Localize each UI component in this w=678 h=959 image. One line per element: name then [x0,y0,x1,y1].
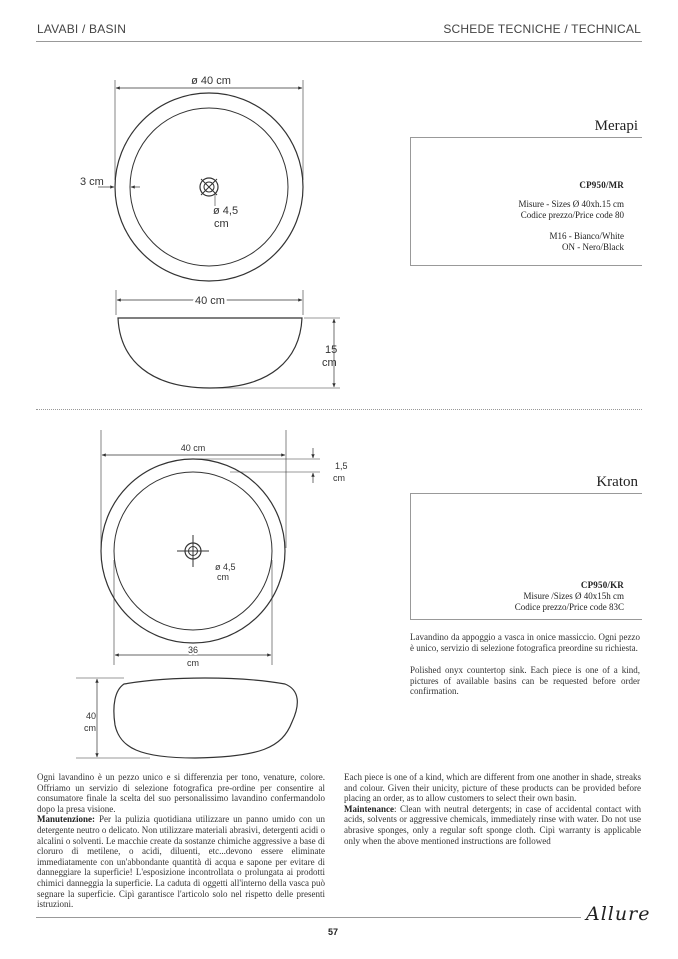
notes-it-maint: Per la pulizia quotidiana utilizzare un panno umido con un detergente neutro o delicato. Non utilizzare materiali abrasivi, detergenti acidi o alcalini o solventi. Le macchie create da sostanze chimiche aggressive a base di cloruro di metilene, o acidi, diluenti, etc...devono essere eliminate immediatamente con un'abbondante quantità di acqua e sapone per evitare di danneggiare la superficie! L'esposizione incontrollata o prolungata ai prodotti chimici danneggia la superficie. La caduta di oggetti all'interno della vasca può segnare la superficie. Cipì garantisce l'articolo solo nel rispetto delle presenti istruzioni. [37,814,325,910]
merapi-height-unit: cm [322,357,337,369]
merapi-title: Merapi [594,118,638,134]
header-doc-title: SCHEDE TECNICHE / TECHNICAL [443,22,641,36]
merapi-rim-label: 3 cm [80,176,104,188]
footer-divider [36,917,581,918]
kraton-drain-label: ø 4,5 [215,562,236,572]
kraton-height-label: 40 [86,711,97,721]
kraton-top-width-label: 40 cm [180,443,206,453]
merapi-drain-unit: cm [214,218,229,230]
merapi-width-label: 40 cm [195,295,225,307]
kraton-drain-unit: cm [217,572,229,582]
merapi-drain-label: ø 4,5 [213,205,239,217]
notes-it-intro: Ogni lavandino è un pezzo unico e si differenzia per tono, venature, colore. Offriamo un servizio di selezione fotografica pre-ordine per consentire al consumatore finale la scelta del suo personalissimo lavandino confermandolo dopo la presa visione. [37,772,325,814]
kraton-sizes: Misure /Sizes Ø 40x15h cm [523,591,624,601]
page-number: 57 [328,927,339,937]
merapi-sizes: Misure - Sizes Ø 40xh.15 cm [518,199,624,209]
notes-en-maint: : Clean with neutral detergents; in case of accidental contact with acids, solvents or aggressive chemicals, immediately rinse with water. Do not use abrasive sponges, only a regular soft sponge cloth. Cipì warranty is applicable only when the above mentioned instructions are followed [344,803,641,846]
kraton-rim-unit: cm [333,473,345,483]
kraton-title: Kraton [596,474,638,490]
section-divider [36,409,642,410]
kraton-code: CP950/KR [580,580,624,590]
merapi-finish-white: M16 - Bianco/White [549,231,624,241]
kraton-inner-label: 36 [187,645,199,655]
notes-it-maint-label: Manutenzione: [37,814,95,825]
kraton-description-en: Polished onyx countertop sink. Each piece is one of a kind, pictures of available basins can be requested before order confirmation. [410,665,640,696]
merapi-top-diameter-label: ø 40 cm [191,75,231,87]
notes-english [344,772,641,846]
kraton-height-unit: cm [84,723,96,733]
notes-italian [37,772,325,910]
kraton-rim-label: 1,5 [335,461,348,471]
notes-en-maint-label: Maintenance [344,803,394,814]
header-section-title: LAVABI / BASIN [37,22,127,36]
kraton-inner-unit: cm [187,658,199,668]
kraton-spec [515,580,624,613]
merapi-price: Codice prezzo/Price code 80 [520,210,624,220]
notes-en-intro: Each piece is one of a kind, which are different from one another in shade, streaks and colour. Given their unicity, picture of these products can be provided before placing an order, as to allow customers to select their own basin. [344,772,641,804]
merapi-spec [519,180,625,253]
kraton-description-it: Lavandino da appoggio a vasca in onice massiccio. Ogni pezzo è unico, servizio di selezione fotografica preordine su richiesta. [410,632,640,653]
brand-logo: Allure [586,903,651,925]
kraton-top-view [101,430,320,665]
merapi-side-view [116,290,340,388]
merapi-finish-black: ON - Nero/Black [562,242,624,252]
kraton-price: Codice prezzo/Price code 83C [514,602,624,612]
merapi-height-label: 15 [325,344,338,356]
merapi-top-view [98,80,303,281]
kraton-side-view [76,678,297,758]
merapi-code: CP950/MR [579,180,624,190]
